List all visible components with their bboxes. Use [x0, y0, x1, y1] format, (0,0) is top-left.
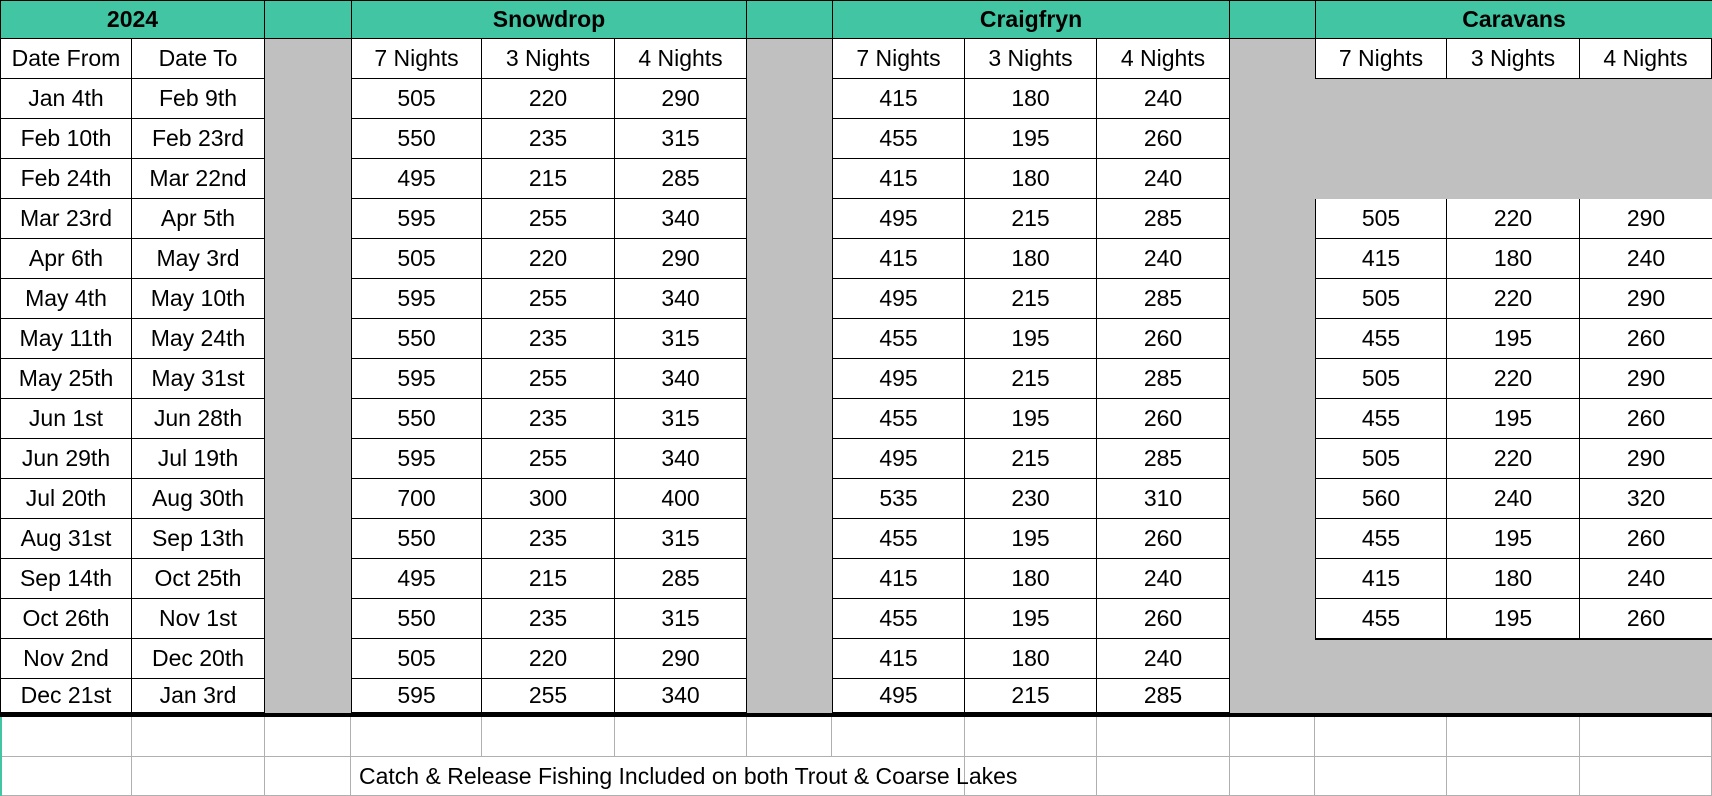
- group-header-snowdrop[interactable]: Snowdrop: [351, 0, 747, 39]
- caravans-price-cell[interactable]: 505: [1315, 199, 1447, 239]
- date-to-cell[interactable]: Sep 13th: [132, 519, 265, 559]
- gap-column: [265, 39, 351, 713]
- empty-cell[interactable]: [1447, 717, 1580, 757]
- snowdrop-price-cell[interactable]: 255: [482, 679, 615, 713]
- date-from-cell[interactable]: Jan 4th: [0, 79, 132, 119]
- snowdrop-price-cell[interactable]: 235: [482, 319, 615, 359]
- col-header-craigfryn-3-nights[interactable]: 3 Nights: [965, 39, 1097, 79]
- caravans-price-cell[interactable]: 195: [1447, 599, 1580, 639]
- empty-cell[interactable]: [351, 717, 482, 757]
- snowdrop-price-cell[interactable]: 315: [615, 519, 747, 559]
- snowdrop-price-cell[interactable]: 255: [482, 439, 615, 479]
- snowdrop-price-cell[interactable]: 550: [351, 319, 482, 359]
- caravans-unavailable: [1315, 159, 1712, 199]
- date-to-cell[interactable]: Mar 22nd: [132, 159, 265, 199]
- empty-cell[interactable]: [0, 717, 132, 757]
- snowdrop-price-cell[interactable]: 215: [482, 159, 615, 199]
- caravans-unavailable: [1315, 79, 1712, 119]
- craigfryn-price-cell[interactable]: 215: [965, 279, 1097, 319]
- caravans-price-cell[interactable]: 505: [1315, 279, 1447, 319]
- craigfryn-price-cell[interactable]: 240: [1097, 239, 1230, 279]
- snowdrop-price-cell[interactable]: 595: [351, 279, 482, 319]
- empty-cell[interactable]: [1315, 757, 1447, 796]
- snowdrop-price-cell[interactable]: 235: [482, 519, 615, 559]
- snowdrop-price-cell[interactable]: 550: [351, 399, 482, 439]
- snowdrop-price-cell[interactable]: 285: [615, 159, 747, 199]
- craigfryn-price-cell[interactable]: 195: [965, 119, 1097, 159]
- craigfryn-price-cell[interactable]: 260: [1097, 599, 1230, 639]
- date-to-cell[interactable]: May 10th: [132, 279, 265, 319]
- date-from-cell[interactable]: Apr 6th: [0, 239, 132, 279]
- snowdrop-price-cell[interactable]: 700: [351, 479, 482, 519]
- date-to-cell[interactable]: Feb 23rd: [132, 119, 265, 159]
- craigfryn-price-cell[interactable]: 215: [965, 359, 1097, 399]
- snowdrop-price-cell[interactable]: 315: [615, 599, 747, 639]
- caravans-price-cell[interactable]: 505: [1315, 359, 1447, 399]
- date-to-cell[interactable]: Aug 30th: [132, 479, 265, 519]
- craigfryn-price-cell[interactable]: 260: [1097, 319, 1230, 359]
- caravans-price-cell[interactable]: 195: [1447, 319, 1580, 359]
- snowdrop-price-cell[interactable]: 290: [615, 239, 747, 279]
- empty-cell[interactable]: [0, 757, 132, 796]
- snowdrop-price-cell[interactable]: 495: [351, 159, 482, 199]
- snowdrop-price-cell[interactable]: 235: [482, 399, 615, 439]
- date-to-cell[interactable]: May 24th: [132, 319, 265, 359]
- caravans-unavailable: [1315, 119, 1712, 159]
- gap-column: [747, 39, 832, 713]
- craigfryn-price-cell[interactable]: 260: [1097, 119, 1230, 159]
- snowdrop-price-cell[interactable]: 550: [351, 519, 482, 559]
- empty-cell[interactable]: [747, 717, 832, 757]
- snowdrop-price-cell[interactable]: 290: [615, 639, 747, 679]
- craigfryn-price-cell[interactable]: 180: [965, 239, 1097, 279]
- snowdrop-price-cell[interactable]: 595: [351, 199, 482, 239]
- craigfryn-price-cell[interactable]: 260: [1097, 399, 1230, 439]
- date-to-cell[interactable]: Dec 20th: [132, 639, 265, 679]
- col-header-date-from[interactable]: Date From: [0, 39, 132, 79]
- header-gap[interactable]: [747, 0, 832, 39]
- date-to-cell[interactable]: Feb 9th: [132, 79, 265, 119]
- caravans-price-cell[interactable]: 415: [1315, 559, 1447, 599]
- empty-cell[interactable]: [832, 717, 965, 757]
- date-to-cell[interactable]: Jul 19th: [132, 439, 265, 479]
- gap-column: [1230, 39, 1315, 713]
- date-from-cell[interactable]: May 11th: [0, 319, 132, 359]
- empty-cell[interactable]: [265, 757, 351, 796]
- empty-cell[interactable]: [965, 717, 1097, 757]
- craigfryn-price-cell[interactable]: 455: [832, 519, 965, 559]
- caravans-price-cell[interactable]: 560: [1315, 479, 1447, 519]
- date-from-cell[interactable]: Aug 31st: [0, 519, 132, 559]
- caravans-price-cell[interactable]: 260: [1580, 599, 1712, 639]
- craigfryn-price-cell[interactable]: 230: [965, 479, 1097, 519]
- craigfryn-price-cell[interactable]: 215: [965, 199, 1097, 239]
- caravans-unavailable: [1315, 679, 1712, 713]
- caravans-price-cell[interactable]: 455: [1315, 599, 1447, 639]
- empty-cell[interactable]: [1230, 757, 1315, 796]
- caravans-price-cell[interactable]: 290: [1580, 279, 1712, 319]
- date-to-cell[interactable]: Nov 1st: [132, 599, 265, 639]
- selection-edge: [0, 717, 2, 796]
- snowdrop-price-cell[interactable]: 220: [482, 639, 615, 679]
- craigfryn-price-cell[interactable]: 415: [832, 159, 965, 199]
- caravans-price-cell[interactable]: 220: [1447, 359, 1580, 399]
- snowdrop-price-cell[interactable]: 340: [615, 199, 747, 239]
- craigfryn-price-cell[interactable]: 285: [1097, 279, 1230, 319]
- empty-cell[interactable]: [1097, 757, 1230, 796]
- caravans-price-cell[interactable]: 260: [1580, 399, 1712, 439]
- empty-cell[interactable]: [132, 757, 265, 796]
- col-header-snowdrop-4-nights[interactable]: 4 Nights: [615, 39, 747, 79]
- snowdrop-price-cell[interactable]: 315: [615, 119, 747, 159]
- craigfryn-price-cell[interactable]: 535: [832, 479, 965, 519]
- craigfryn-price-cell[interactable]: 455: [832, 599, 965, 639]
- craigfryn-price-cell[interactable]: 195: [965, 519, 1097, 559]
- snowdrop-price-cell[interactable]: 255: [482, 359, 615, 399]
- craigfryn-price-cell[interactable]: 195: [965, 399, 1097, 439]
- caravans-price-cell[interactable]: 180: [1447, 559, 1580, 599]
- craigfryn-price-cell[interactable]: 285: [1097, 679, 1230, 713]
- fishing-note[interactable]: Catch & Release Fishing Included on both Trout & Coarse Lakes: [351, 757, 965, 796]
- craigfryn-price-cell[interactable]: 455: [832, 399, 965, 439]
- snowdrop-price-cell[interactable]: 340: [615, 279, 747, 319]
- date-from-cell[interactable]: Oct 26th: [0, 599, 132, 639]
- empty-cell[interactable]: [1315, 717, 1447, 757]
- craigfryn-price-cell[interactable]: 495: [832, 679, 965, 713]
- col-header-craigfryn-7-nights[interactable]: 7 Nights: [832, 39, 965, 79]
- group-header-craigfryn[interactable]: Craigfryn: [832, 0, 1230, 39]
- snowdrop-price-cell[interactable]: 300: [482, 479, 615, 519]
- date-to-cell[interactable]: Jan 3rd: [132, 679, 265, 713]
- group-header-caravans[interactable]: Caravans: [1315, 0, 1712, 39]
- craigfryn-price-cell[interactable]: 415: [832, 559, 965, 599]
- snowdrop-price-cell[interactable]: 235: [482, 119, 615, 159]
- empty-cell[interactable]: [1580, 717, 1712, 757]
- caravans-price-cell[interactable]: 290: [1580, 359, 1712, 399]
- caravans-price-cell[interactable]: 505: [1315, 439, 1447, 479]
- table-bottom-rule: [0, 713, 1712, 717]
- caravans-price-cell[interactable]: 320: [1580, 479, 1712, 519]
- caravans-price-cell[interactable]: 240: [1580, 559, 1712, 599]
- craigfryn-price-cell[interactable]: 240: [1097, 559, 1230, 599]
- caravans-price-cell[interactable]: 415: [1315, 239, 1447, 279]
- snowdrop-price-cell[interactable]: 315: [615, 319, 747, 359]
- date-from-cell[interactable]: Mar 23rd: [0, 199, 132, 239]
- snowdrop-price-cell[interactable]: 505: [351, 639, 482, 679]
- snowdrop-price-cell[interactable]: 285: [615, 559, 747, 599]
- caravans-price-cell[interactable]: 220: [1447, 199, 1580, 239]
- snowdrop-price-cell[interactable]: 255: [482, 199, 615, 239]
- craigfryn-price-cell[interactable]: 240: [1097, 79, 1230, 119]
- craigfryn-price-cell[interactable]: 495: [832, 279, 965, 319]
- craigfryn-price-cell[interactable]: 180: [965, 559, 1097, 599]
- snowdrop-price-cell[interactable]: 220: [482, 239, 615, 279]
- craigfryn-price-cell[interactable]: 240: [1097, 159, 1230, 199]
- craigfryn-price-cell[interactable]: 195: [965, 319, 1097, 359]
- col-header-craigfryn-4-nights[interactable]: 4 Nights: [1097, 39, 1230, 79]
- snowdrop-price-cell[interactable]: 315: [615, 399, 747, 439]
- date-from-cell[interactable]: Dec 21st: [0, 679, 132, 713]
- year-header[interactable]: 2024: [0, 0, 265, 39]
- craigfryn-price-cell[interactable]: 495: [832, 199, 965, 239]
- craigfryn-price-cell[interactable]: 495: [832, 359, 965, 399]
- caravans-price-cell[interactable]: 455: [1315, 519, 1447, 559]
- craigfryn-price-cell[interactable]: 415: [832, 639, 965, 679]
- craigfryn-price-cell[interactable]: 240: [1097, 639, 1230, 679]
- snowdrop-price-cell[interactable]: 595: [351, 679, 482, 713]
- caravans-unavailable: [1315, 639, 1712, 679]
- date-from-cell[interactable]: Feb 24th: [0, 159, 132, 199]
- snowdrop-price-cell[interactable]: 290: [615, 79, 747, 119]
- snowdrop-price-cell[interactable]: 595: [351, 439, 482, 479]
- caravans-price-cell[interactable]: 455: [1315, 319, 1447, 359]
- empty-cell[interactable]: [1580, 757, 1712, 796]
- date-from-cell[interactable]: Jun 1st: [0, 399, 132, 439]
- empty-cell[interactable]: [615, 717, 747, 757]
- craigfryn-price-cell[interactable]: 180: [965, 159, 1097, 199]
- caravans-price-cell[interactable]: 260: [1580, 319, 1712, 359]
- date-to-cell[interactable]: May 3rd: [132, 239, 265, 279]
- col-header-caravans-3-nights[interactable]: 3 Nights: [1447, 39, 1580, 79]
- snowdrop-price-cell[interactable]: 595: [351, 359, 482, 399]
- date-from-cell[interactable]: Sep 14th: [0, 559, 132, 599]
- caravans-price-cell[interactable]: 260: [1580, 519, 1712, 559]
- snowdrop-price-cell[interactable]: 340: [615, 439, 747, 479]
- header-gap[interactable]: [265, 0, 351, 39]
- empty-cell[interactable]: [1097, 717, 1230, 757]
- craigfryn-price-cell[interactable]: 180: [965, 79, 1097, 119]
- snowdrop-price-cell[interactable]: 550: [351, 599, 482, 639]
- snowdrop-price-cell[interactable]: 505: [351, 239, 482, 279]
- empty-cell[interactable]: [132, 717, 265, 757]
- date-to-cell[interactable]: May 31st: [132, 359, 265, 399]
- caravans-price-cell[interactable]: 455: [1315, 399, 1447, 439]
- craigfryn-price-cell[interactable]: 415: [832, 239, 965, 279]
- snowdrop-price-cell[interactable]: 255: [482, 279, 615, 319]
- craigfryn-price-cell[interactable]: 415: [832, 79, 965, 119]
- date-to-cell[interactable]: Oct 25th: [132, 559, 265, 599]
- caravans-price-cell[interactable]: 290: [1580, 199, 1712, 239]
- caravans-price-cell[interactable]: 195: [1447, 399, 1580, 439]
- craigfryn-price-cell[interactable]: 285: [1097, 439, 1230, 479]
- snowdrop-price-cell[interactable]: 505: [351, 79, 482, 119]
- snowdrop-price-cell[interactable]: 340: [615, 359, 747, 399]
- caravans-price-cell[interactable]: 180: [1447, 239, 1580, 279]
- col-header-date-to[interactable]: Date To: [132, 39, 265, 79]
- date-from-cell[interactable]: Nov 2nd: [0, 639, 132, 679]
- snowdrop-price-cell[interactable]: 400: [615, 479, 747, 519]
- craigfryn-price-cell[interactable]: 285: [1097, 359, 1230, 399]
- craigfryn-price-cell[interactable]: 310: [1097, 479, 1230, 519]
- col-header-snowdrop-7-nights[interactable]: 7 Nights: [351, 39, 482, 79]
- caravans-price-cell[interactable]: 195: [1447, 519, 1580, 559]
- craigfryn-price-cell[interactable]: 195: [965, 599, 1097, 639]
- date-from-cell[interactable]: May 4th: [0, 279, 132, 319]
- col-header-caravans-7-nights[interactable]: 7 Nights: [1315, 39, 1447, 79]
- empty-cell[interactable]: [265, 717, 351, 757]
- caravans-price-cell[interactable]: 220: [1447, 439, 1580, 479]
- date-to-cell[interactable]: Jun 28th: [132, 399, 265, 439]
- header-gap[interactable]: [1230, 0, 1315, 39]
- snowdrop-price-cell[interactable]: 495: [351, 559, 482, 599]
- empty-cell[interactable]: [1230, 717, 1315, 757]
- date-from-cell[interactable]: Feb 10th: [0, 119, 132, 159]
- snowdrop-price-cell[interactable]: 550: [351, 119, 482, 159]
- craigfryn-price-cell[interactable]: 285: [1097, 199, 1230, 239]
- empty-cell[interactable]: [482, 717, 615, 757]
- col-header-caravans-4-nights[interactable]: 4 Nights: [1580, 39, 1712, 79]
- caravans-price-cell[interactable]: 220: [1447, 279, 1580, 319]
- snowdrop-price-cell[interactable]: 235: [482, 599, 615, 639]
- craigfryn-price-cell[interactable]: 180: [965, 639, 1097, 679]
- craigfryn-price-cell[interactable]: 215: [965, 679, 1097, 713]
- snowdrop-price-cell[interactable]: 215: [482, 559, 615, 599]
- empty-cell[interactable]: [1447, 757, 1580, 796]
- date-from-cell[interactable]: Jul 20th: [0, 479, 132, 519]
- date-from-cell[interactable]: Jun 29th: [0, 439, 132, 479]
- craigfryn-price-cell[interactable]: 455: [832, 319, 965, 359]
- snowdrop-price-cell[interactable]: 340: [615, 679, 747, 713]
- craigfryn-price-cell[interactable]: 455: [832, 119, 965, 159]
- caravans-price-cell[interactable]: 290: [1580, 439, 1712, 479]
- date-from-cell[interactable]: May 25th: [0, 359, 132, 399]
- caravans-price-cell[interactable]: 240: [1447, 479, 1580, 519]
- craigfryn-price-cell[interactable]: 260: [1097, 519, 1230, 559]
- craigfryn-price-cell[interactable]: 215: [965, 439, 1097, 479]
- date-to-cell[interactable]: Apr 5th: [132, 199, 265, 239]
- col-header-snowdrop-3-nights[interactable]: 3 Nights: [482, 39, 615, 79]
- snowdrop-price-cell[interactable]: 220: [482, 79, 615, 119]
- caravans-price-cell[interactable]: 240: [1580, 239, 1712, 279]
- craigfryn-price-cell[interactable]: 495: [832, 439, 965, 479]
